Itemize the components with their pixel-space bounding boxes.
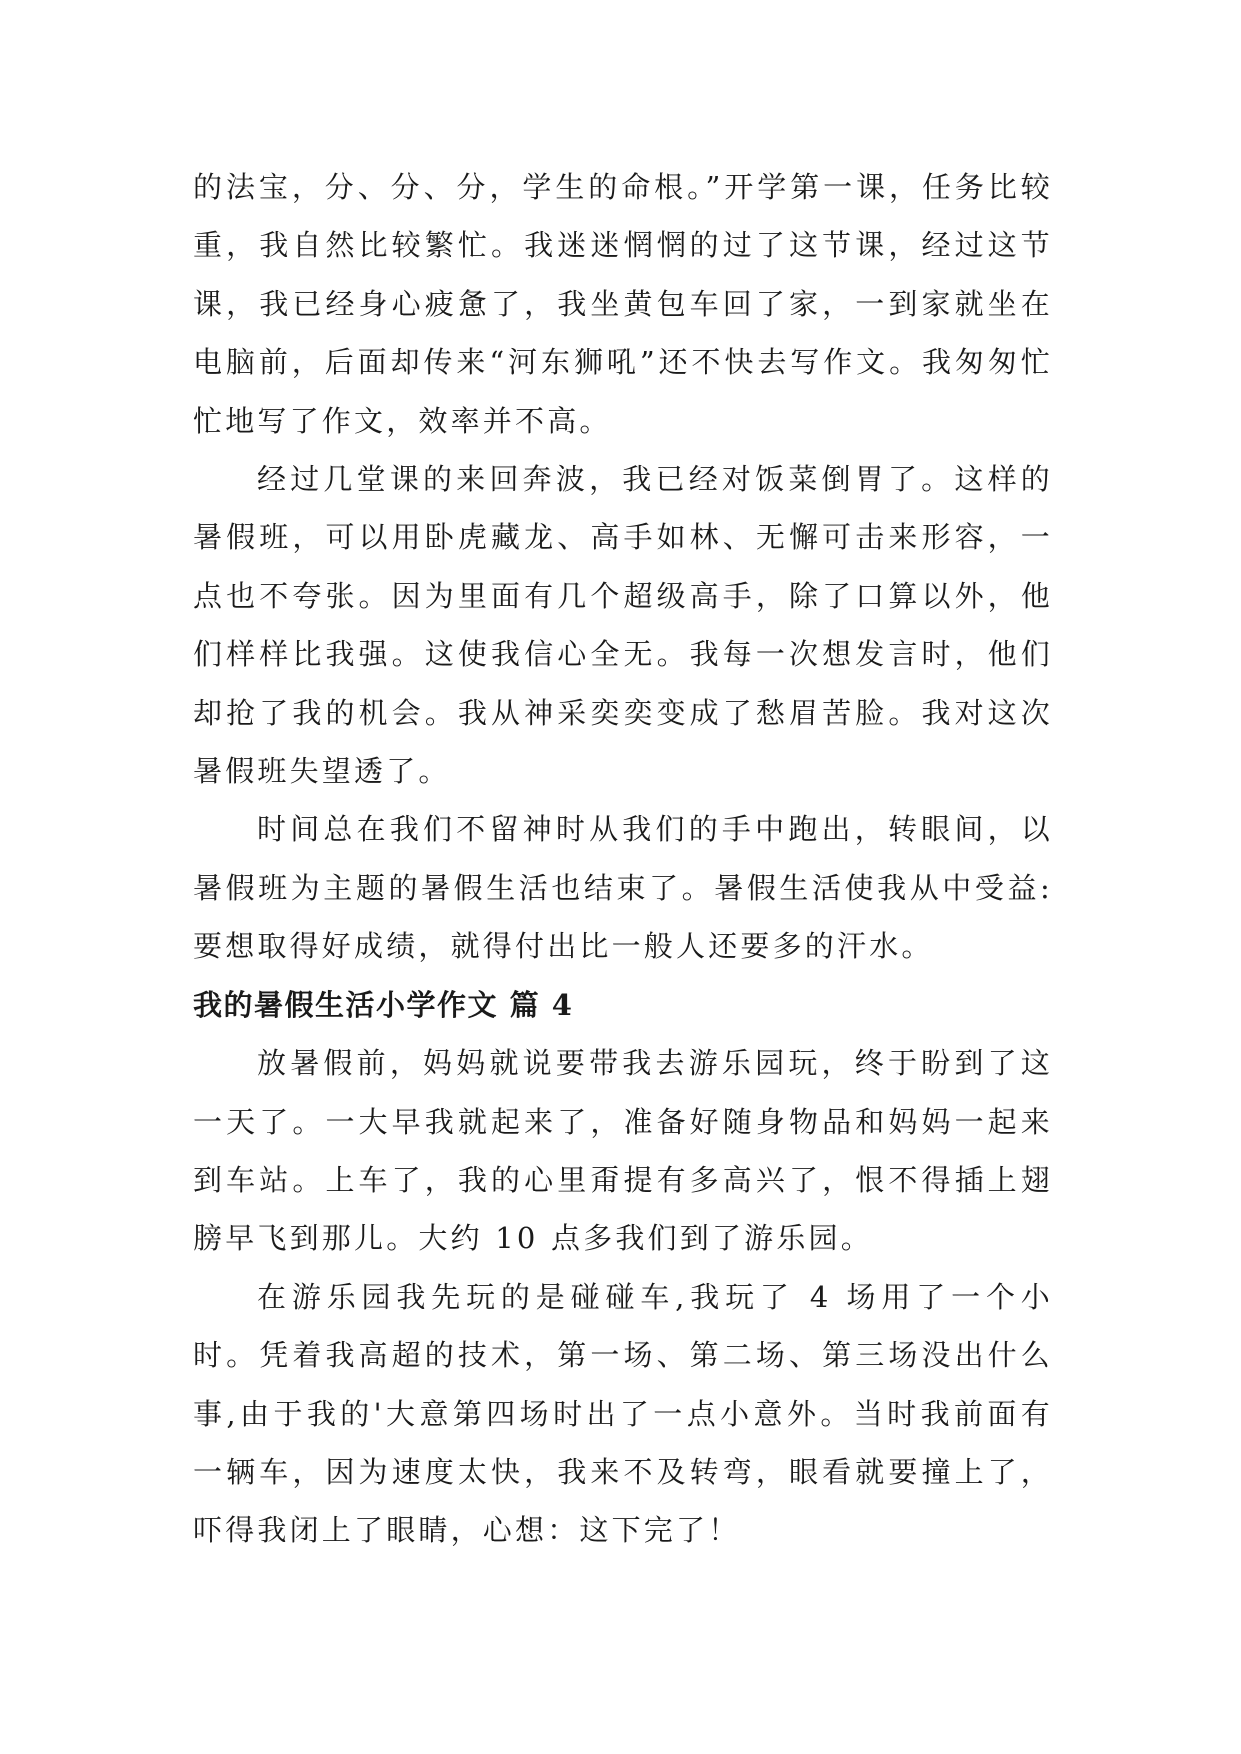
paragraph-2: 经过几堂课的来回奔波，我已经对饭菜倒胃了。这样的暑假班，可以用卧虎藏龙、高手如林、无懈可击来形容，一点也不夸张。因为里面有几个超级高手，除了口算以外，他们样样比我强。这使我信心全无。我每一次想发言时，他们却抢了我的机会。我从神采奕奕变成了愁眉苦脸。我对这次暑假班失望透了。 (193, 462, 1053, 789)
section-paragraph-2: 在游乐园我先玩的是碰碰车,我玩了 4 场用了一个小时。凭着我高超的技术，第一场、第二场、第三场没出什么事,由于我的'大意第四场时出了一点小意外。当时我前面有一辆车，因为速度太快，我来不及转弯，眼看就要撞上了，吓得我闭上了眼睛，心想：这下完了！ (193, 1279, 1053, 1548)
paragraph-3: 时间总在我们不留神时从我们的手中跑出，转眼间，以暑假班为主题的暑假生活也结束了。暑假生活使我从中受益:要想取得好成绩，就得付出比一般人还要多的汗水。 (193, 812, 1053, 964)
paragraph-1: 的法宝，分、分、分，学生的命根。”开学第一课，任务比较重，我自然比较繁忙。我迷迷惘惘的过了这节课，经过这节课，我已经身心疲惫了，我坐黄包车回了家，一到家就坐在电脑前，后面却传来“河东狮吼”还不快去写作文。我匆匆忙忙地写了作文，效率并不高。 (193, 170, 1053, 438)
section-paragraph-1: 放暑假前，妈妈就说要带我去游乐园玩，终于盼到了这一天了。一大早我就起来了，准备好随身物品和妈妈一起来到车站。上车了，我的心里甭提有多高兴了，恨不得插上翅膀早飞到那儿。大约 10 点多我们到了游乐园。 (193, 1046, 1053, 1256)
document-body (193, 158, 1053, 1560)
section-title: 我的暑假生活小学作文 篇 4 (193, 987, 574, 1022)
